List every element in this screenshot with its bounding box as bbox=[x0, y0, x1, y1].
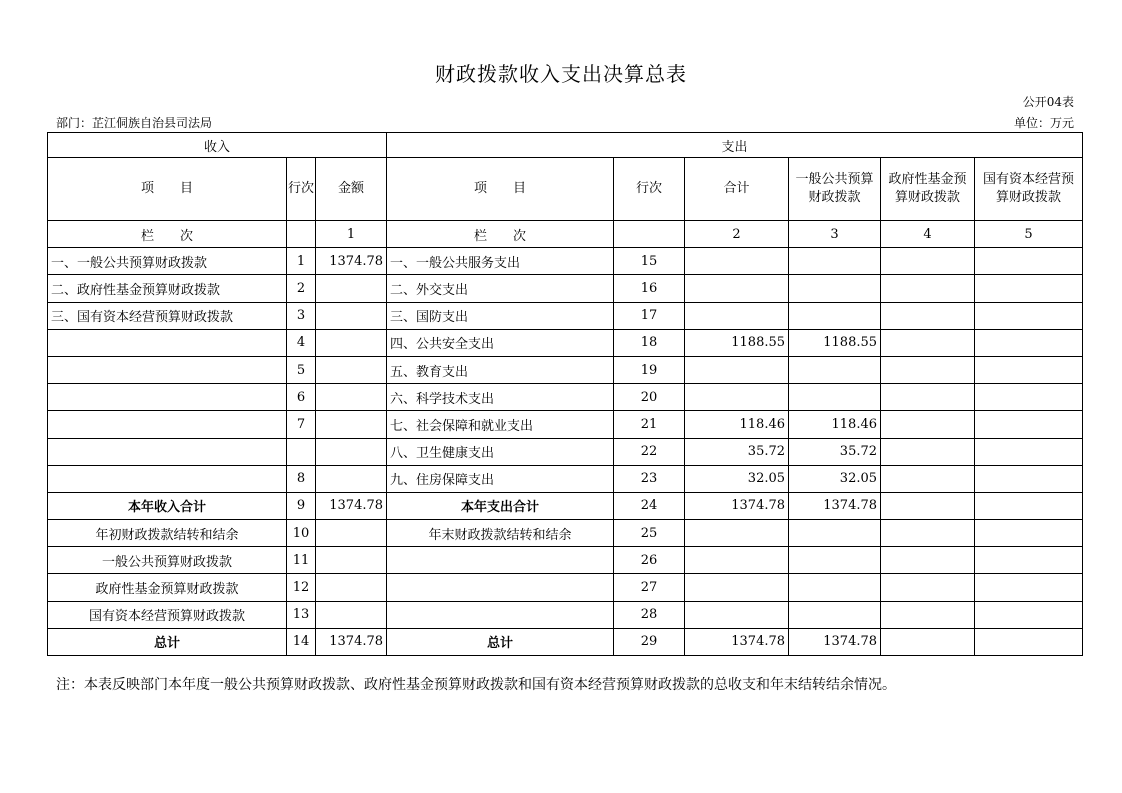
general-budget-amount bbox=[789, 547, 881, 574]
table-row bbox=[48, 465, 1083, 492]
general-budget-amount: 1188.55 bbox=[789, 329, 881, 356]
income-amount bbox=[316, 438, 387, 465]
column-number-4: 4 bbox=[881, 221, 975, 248]
state-capital-amount bbox=[975, 465, 1083, 492]
gov-fund-amount bbox=[881, 465, 975, 492]
income-header: 收入 bbox=[48, 133, 387, 158]
income-line-no: 10 bbox=[287, 520, 316, 547]
income-amount bbox=[316, 574, 387, 601]
general-budget-amount bbox=[789, 356, 881, 383]
income-line-no: 14 bbox=[287, 628, 316, 655]
table-row bbox=[48, 411, 1083, 438]
income-line-no: 6 bbox=[287, 384, 316, 411]
income-item: 政府性基金预算财政拨款 bbox=[48, 574, 287, 601]
income-item bbox=[48, 438, 287, 465]
total-header: 合计 bbox=[685, 158, 789, 221]
expense-item: 二、外交支出 bbox=[387, 275, 614, 302]
gov-fund-amount bbox=[881, 384, 975, 411]
column-number-5: 5 bbox=[975, 221, 1083, 248]
expense-total bbox=[685, 248, 789, 275]
state-capital-amount bbox=[975, 356, 1083, 383]
expense-item: 总计 bbox=[387, 628, 614, 655]
general-budget-amount: 32.05 bbox=[789, 465, 881, 492]
expense-item-header: 项 目 bbox=[387, 158, 614, 221]
income-item: 国有资本经营预算财政拨款 bbox=[48, 601, 287, 628]
expense-total bbox=[685, 574, 789, 601]
expense-item: 七、社会保障和就业支出 bbox=[387, 411, 614, 438]
gov-fund-amount bbox=[881, 574, 975, 601]
table-row bbox=[48, 601, 1083, 628]
table-code: 公开04表 bbox=[1022, 95, 1074, 109]
unit-label: 单位：万元 bbox=[1013, 116, 1074, 130]
income-line-no: 13 bbox=[287, 601, 316, 628]
income-line-no: 1 bbox=[287, 248, 316, 275]
table-row bbox=[48, 547, 1083, 574]
expense-total bbox=[685, 547, 789, 574]
state-capital-amount bbox=[975, 547, 1083, 574]
column-label-income: 栏 次 bbox=[48, 221, 287, 248]
table-row bbox=[48, 520, 1083, 547]
income-amount bbox=[316, 384, 387, 411]
income-amount bbox=[316, 547, 387, 574]
income-item: 总计 bbox=[48, 628, 287, 655]
income-line-no bbox=[287, 438, 316, 465]
gov-fund-amount bbox=[881, 492, 975, 519]
income-amount bbox=[316, 275, 387, 302]
table-row bbox=[48, 248, 1083, 275]
gov-fund-amount bbox=[881, 601, 975, 628]
state-capital-amount bbox=[975, 275, 1083, 302]
state-capital-amount bbox=[975, 628, 1083, 655]
expense-total bbox=[685, 302, 789, 329]
expense-line-no-header: 行次 bbox=[614, 158, 685, 221]
expense-total bbox=[685, 275, 789, 302]
state-capital-amount bbox=[975, 574, 1083, 601]
income-line-no: 8 bbox=[287, 465, 316, 492]
income-item: 一般公共预算财政拨款 bbox=[48, 547, 287, 574]
general-budget-amount bbox=[789, 302, 881, 329]
table-row bbox=[48, 356, 1083, 383]
income-item: 一、一般公共预算财政拨款 bbox=[48, 248, 287, 275]
column-label-expense: 栏 次 bbox=[387, 221, 614, 248]
footnote: 注：本表反映部门本年度一般公共预算财政拨款、政府性基金预算财政拨款和国有资本经营预算财政拨款的总收支和年末结转结余情况。 bbox=[56, 677, 896, 693]
expense-line-no: 24 bbox=[614, 492, 685, 519]
table-row bbox=[48, 275, 1083, 302]
income-item: 二、政府性基金预算财政拨款 bbox=[48, 275, 287, 302]
income-amount bbox=[316, 520, 387, 547]
general-budget-amount bbox=[789, 275, 881, 302]
expense-line-no: 20 bbox=[614, 384, 685, 411]
income-item-header: 项 目 bbox=[48, 158, 287, 221]
expense-line-no: 25 bbox=[614, 520, 685, 547]
expense-item: 本年支出合计 bbox=[387, 492, 614, 519]
income-line-no: 5 bbox=[287, 356, 316, 383]
expense-line-no: 27 bbox=[614, 574, 685, 601]
expense-item bbox=[387, 601, 614, 628]
income-item bbox=[48, 356, 287, 383]
gov-fund-amount bbox=[881, 356, 975, 383]
expense-item: 九、住房保障支出 bbox=[387, 465, 614, 492]
amount-header: 金额 bbox=[316, 158, 387, 221]
expense-total: 1374.78 bbox=[685, 628, 789, 655]
general-budget-amount: 1374.78 bbox=[789, 492, 881, 519]
general-budget-amount bbox=[789, 574, 881, 601]
expense-total bbox=[685, 601, 789, 628]
state-capital-amount bbox=[975, 601, 1083, 628]
department-label: 部门：芷江侗族自治县司法局 bbox=[56, 116, 213, 130]
table-row bbox=[48, 492, 1083, 519]
table-row bbox=[48, 384, 1083, 411]
gov-fund-amount bbox=[881, 628, 975, 655]
expense-line-no: 21 bbox=[614, 411, 685, 438]
expense-item: 年末财政拨款结转和结余 bbox=[387, 520, 614, 547]
expense-item bbox=[387, 574, 614, 601]
expense-item bbox=[387, 547, 614, 574]
expense-line-no: 26 bbox=[614, 547, 685, 574]
gov-fund-amount bbox=[881, 438, 975, 465]
income-line-no: 4 bbox=[287, 329, 316, 356]
expense-total: 118.46 bbox=[685, 411, 789, 438]
expense-line-no: 28 bbox=[614, 601, 685, 628]
expense-total: 1374.78 bbox=[685, 492, 789, 519]
income-item: 本年收入合计 bbox=[48, 492, 287, 519]
income-amount bbox=[316, 302, 387, 329]
state-capital-amount bbox=[975, 411, 1083, 438]
gov-fund-amount bbox=[881, 248, 975, 275]
expense-line-no: 16 bbox=[614, 275, 685, 302]
table-row bbox=[48, 329, 1083, 356]
state-capital-amount bbox=[975, 384, 1083, 411]
state-capital-amount bbox=[975, 302, 1083, 329]
gov-fund-amount bbox=[881, 520, 975, 547]
general-budget-amount bbox=[789, 248, 881, 275]
income-line-no: 3 bbox=[287, 302, 316, 329]
expense-item: 一、一般公共服务支出 bbox=[387, 248, 614, 275]
income-item bbox=[48, 329, 287, 356]
income-amount bbox=[316, 465, 387, 492]
general-budget-header: 一般公共预算财政拨款 bbox=[789, 158, 881, 221]
expense-line-no: 19 bbox=[614, 356, 685, 383]
table-row bbox=[48, 438, 1083, 465]
general-budget-amount bbox=[789, 384, 881, 411]
expense-line-no: 15 bbox=[614, 248, 685, 275]
income-line-no: 9 bbox=[287, 492, 316, 519]
expense-line-no: 23 bbox=[614, 465, 685, 492]
income-amount: 1374.78 bbox=[316, 628, 387, 655]
expense-line-no: 17 bbox=[614, 302, 685, 329]
income-amount: 1374.78 bbox=[316, 492, 387, 519]
gov-fund-amount bbox=[881, 275, 975, 302]
income-amount bbox=[316, 356, 387, 383]
income-amount bbox=[316, 601, 387, 628]
expense-line-no: 18 bbox=[614, 329, 685, 356]
general-budget-amount: 35.72 bbox=[789, 438, 881, 465]
general-budget-amount: 118.46 bbox=[789, 411, 881, 438]
expense-total: 1188.55 bbox=[685, 329, 789, 356]
expense-total: 35.72 bbox=[685, 438, 789, 465]
budget-table bbox=[47, 132, 1083, 656]
income-line-no-header: 行次 bbox=[287, 158, 316, 221]
income-line-no: 2 bbox=[287, 275, 316, 302]
table-row bbox=[48, 302, 1083, 329]
income-item: 年初财政拨款结转和结余 bbox=[48, 520, 287, 547]
column-number-2: 2 bbox=[685, 221, 789, 248]
expense-item: 四、公共安全支出 bbox=[387, 329, 614, 356]
expense-item: 八、卫生健康支出 bbox=[387, 438, 614, 465]
gov-fund-header: 政府性基金预算财政拨款 bbox=[881, 158, 975, 221]
expense-item: 五、教育支出 bbox=[387, 356, 614, 383]
expense-total: 32.05 bbox=[685, 465, 789, 492]
expense-line-no: 29 bbox=[614, 628, 685, 655]
page-title: 财政拨款收入支出决算总表 bbox=[435, 62, 687, 86]
expense-item: 三、国防支出 bbox=[387, 302, 614, 329]
expense-total bbox=[685, 356, 789, 383]
general-budget-amount: 1374.78 bbox=[789, 628, 881, 655]
gov-fund-amount bbox=[881, 547, 975, 574]
gov-fund-amount bbox=[881, 411, 975, 438]
state-capital-amount bbox=[975, 248, 1083, 275]
state-capital-amount bbox=[975, 520, 1083, 547]
table-row bbox=[48, 628, 1083, 655]
column-number-1: 1 bbox=[316, 221, 387, 248]
income-amount bbox=[316, 411, 387, 438]
general-budget-amount bbox=[789, 601, 881, 628]
expense-item: 六、科学技术支出 bbox=[387, 384, 614, 411]
expense-total bbox=[685, 520, 789, 547]
gov-fund-amount bbox=[881, 329, 975, 356]
income-line-no: 12 bbox=[287, 574, 316, 601]
income-amount bbox=[316, 329, 387, 356]
state-capital-amount bbox=[975, 492, 1083, 519]
income-amount: 1374.78 bbox=[316, 248, 387, 275]
expense-header: 支出 bbox=[387, 133, 1083, 158]
income-item bbox=[48, 411, 287, 438]
income-line-no: 7 bbox=[287, 411, 316, 438]
gov-fund-amount bbox=[881, 302, 975, 329]
expense-line-no: 22 bbox=[614, 438, 685, 465]
column-number-3: 3 bbox=[789, 221, 881, 248]
income-line-no: 11 bbox=[287, 547, 316, 574]
general-budget-amount bbox=[789, 520, 881, 547]
income-item: 三、国有资本经营预算财政拨款 bbox=[48, 302, 287, 329]
income-item bbox=[48, 384, 287, 411]
expense-total bbox=[685, 384, 789, 411]
state-capital-amount bbox=[975, 438, 1083, 465]
state-capital-header: 国有资本经营预算财政拨款 bbox=[975, 158, 1083, 221]
state-capital-amount bbox=[975, 329, 1083, 356]
table-row bbox=[48, 574, 1083, 601]
income-item bbox=[48, 465, 287, 492]
